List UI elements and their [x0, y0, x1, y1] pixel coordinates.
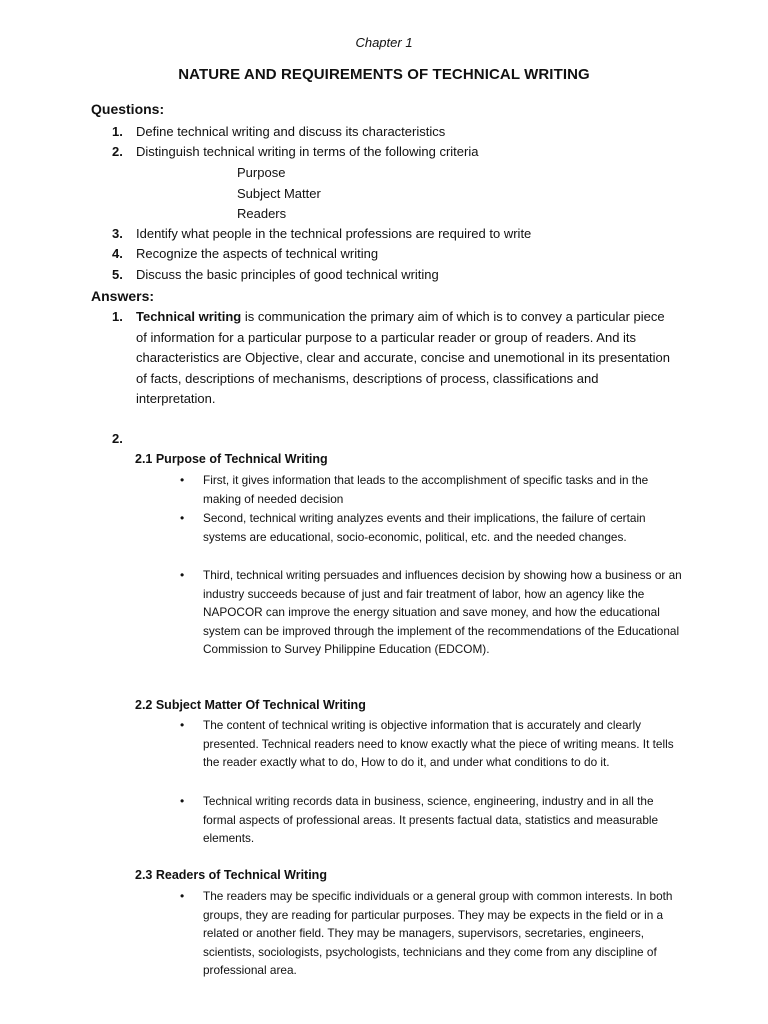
criteria-item: Subject Matter [237, 186, 321, 201]
question-text: Recognize the aspects of technical writing [136, 246, 379, 261]
bullet-icon: • [180, 794, 185, 808]
chapter-label: Chapter 1 [355, 35, 413, 50]
answers-heading: Answers: [91, 288, 155, 304]
bullet-text: Third, technical writing persuades and influences decision by showing how a business or an industry succeeds because of just and fair treatment of labor, how an agency like the NAPOCOR can improve the energy situation and save money, and how the educational system can be improved through the implement of the recommendations of the Educational Commission to Survey Philippine Education (EDCOM). [203, 568, 682, 656]
questions-heading: Questions: [91, 101, 165, 117]
page-title: NATURE AND REQUIREMENTS OF TECHNICAL WRITING [178, 66, 590, 83]
question-text: Identify what people in the technical professions are required to write [136, 226, 532, 241]
question-text: Define technical writing and discuss its characteristics [136, 124, 446, 139]
bullet-icon: • [180, 718, 185, 732]
bullet-text: Second, technical writing analyzes events and their implications, the failure of certain systems are educational, socio-economic, political, etc. and the needed changes. [203, 511, 646, 544]
question-number: 5. [112, 267, 123, 282]
bullet-icon: • [180, 568, 185, 582]
answer-1-paragraph [136, 307, 676, 410]
answer-number: 2. [112, 431, 123, 446]
section-heading-purpose: 2.1 Purpose of Technical Writing [135, 452, 328, 466]
bullet-text: Technical writing records data in business, science, engineering, industry and in all the formal aspects of professional areas. It presents factual data, statistics and measurable elements. [203, 794, 659, 845]
criteria-item: Purpose [237, 165, 286, 180]
section-heading-subject-matter: 2.2 Subject Matter Of Technical Writing [135, 698, 366, 712]
question-text: Discuss the basic principles of good technical writing [136, 267, 439, 282]
answer-term: Technical writing [136, 309, 242, 324]
question-text: Distinguish technical writing in terms of the following criteria [136, 144, 479, 159]
bullet-text: First, it gives information that leads to the accomplishment of specific tasks and in the making of needed decision [203, 473, 649, 506]
question-number: 3. [112, 226, 123, 241]
bullet-icon: • [180, 511, 185, 525]
question-number: 2. [112, 144, 123, 159]
bullet-text: The readers may be specific individuals or a general group with common interests. In both groups, they are reading for particular purposes. They may be expects in the field or in a related or another field. They may be managers, supervisors, secretaries, engineers, scientists, sociologists, psychologists, technicians and they come from any discipline of professional area. [203, 889, 673, 977]
section-heading-readers: 2.3 Readers of Technical Writing [135, 868, 327, 882]
bullet-text: The content of technical writing is objective information that is accurately and clearly presented. Technical readers need to know exactly what the piece of writing means. It tells the reader exactly what to do, How to do it, and under what conditions to do it. [203, 718, 674, 769]
criteria-item: Readers [237, 206, 287, 221]
answer-1-text: is communication the primary aim of which is to convey a particular piece of information for a particular purpose to a particular reader or group of readers. And its characteristics are Objective, clear and accurate, concise and unemotional in its presentation of facts, descriptions of mechanisms, descriptions of process, classifications and interpretation. [136, 309, 671, 406]
bullet-icon: • [180, 473, 185, 487]
bullet-icon: • [180, 889, 185, 903]
answer-number: 1. [112, 309, 123, 324]
question-number: 1. [112, 124, 123, 139]
question-number: 4. [112, 246, 123, 261]
